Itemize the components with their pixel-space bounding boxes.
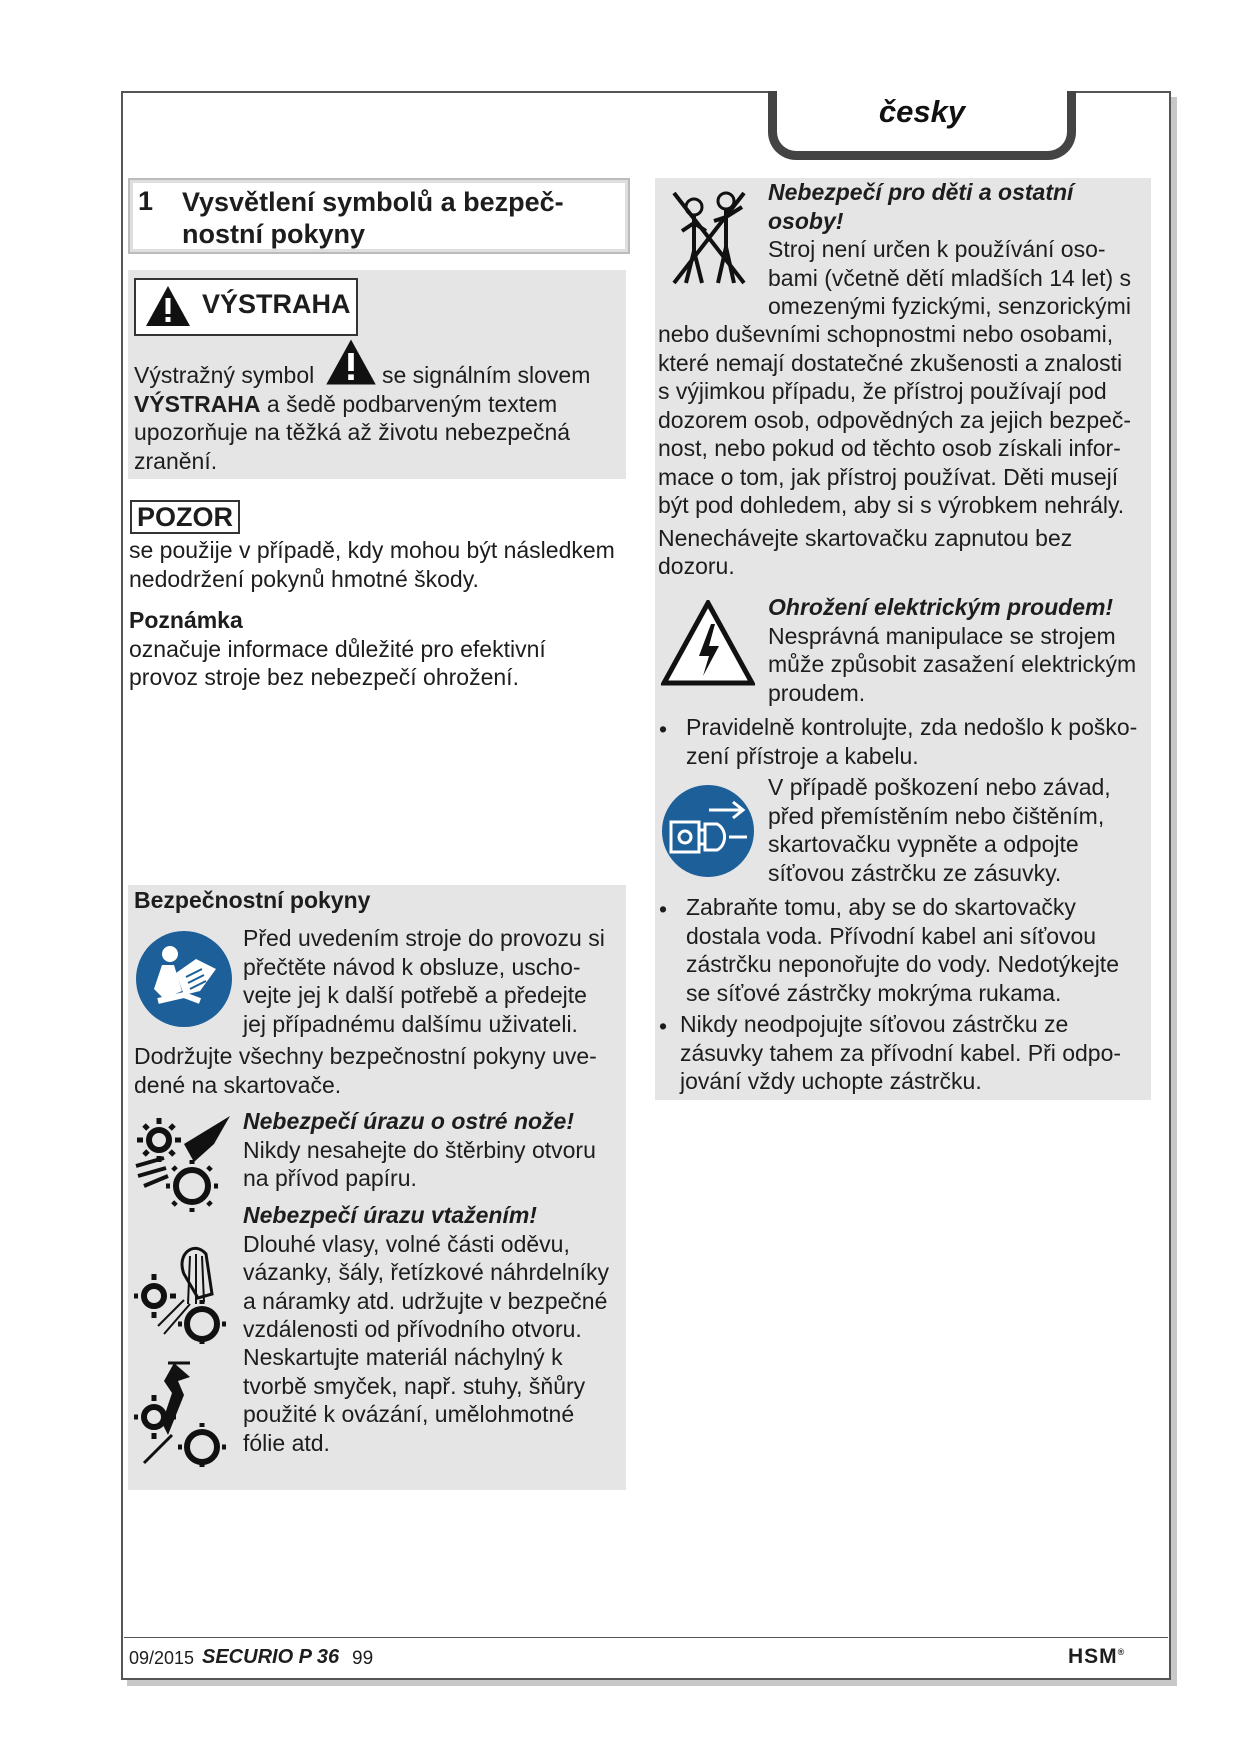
pull-block [243,1201,628,1344]
children-line: být pod dohledem, aby si s výrobkem nehrály. [658,492,1125,518]
pull-title: Nebezpečí úrazu vtažením! [243,1202,537,1228]
note-block [129,606,629,692]
manual-line: Před uvedením stroje do provozu si [243,925,605,951]
children-title-line: osoby! [768,207,844,234]
follow-text [134,1042,624,1099]
pull-line: vázanky, šály, řetízkové náhrdelníky [243,1259,610,1285]
no-children-icon [664,187,754,287]
loop-line: fólie atd. [243,1429,330,1456]
unplug-icon [661,784,755,878]
warning-text-e: zranění. [134,447,218,474]
language-label: česky [878,94,966,129]
loop-line: tvorbě smyček, např. stuhy, šňůry [243,1372,586,1399]
warning-text [134,361,624,475]
pull-line: vzdálenosti od přívodního otvoru. [243,1316,582,1342]
unplug-line: V případě poškození nebo závad, [768,774,1111,800]
children-title-line: Nebezpečí pro děti a ostatní [768,179,1074,205]
bullet-line: jování vždy uchopte zástrčku. [680,1068,982,1094]
brand-name: HSM [1068,1645,1118,1668]
electric-bullet-3 [680,1010,1150,1096]
pull-line: Dlouhé vlasy, volné části oděvu, [243,1230,570,1257]
caution-line-2: nedodržení pokynů hmotné škody. [129,565,479,592]
unattended-line: dozoru. [658,553,735,579]
note-line-1: označuje informace důležité pro efektivní [129,635,546,662]
section-number: 1 [138,186,154,216]
warning-triangle-icon [324,337,378,387]
unattended-line: Nenechávejte skartovačku zapnutou bez [658,524,1073,551]
safety-title: Bezpečnostní pokyny [134,887,371,913]
knife-line: Nikdy nesahejte do štěrbiny otvoru [243,1136,596,1163]
bullet-line: zení přístroje a kabelu. [686,742,919,769]
bullet-line: dostala voda. Přívodní kabel ani síťovou [686,922,1097,949]
loop-line: použité k ovázání, umělohmotné [243,1401,575,1427]
electric-title: Ohrožení elektrickým proudem! [768,594,1114,620]
loop-block [243,1343,628,1457]
manual-line: jej případnému dalšímu uživateli. [243,1010,578,1037]
bullet-line: se síťové zástrčky mokrýma rukama. [686,979,1062,1006]
footer-page: 99 [352,1648,374,1669]
children-line: Stroj není určen k používání oso- [768,236,1106,262]
caution-text [129,536,629,593]
children-line: bami (včetně dětí mladších 14 let) s [768,264,1132,291]
follow-line: dené na skartovače. [134,1071,342,1098]
footer-divider [124,1637,1168,1638]
knife-title: Nebezpečí úrazu o ostré nože! [243,1108,575,1134]
bullet-dot: • [659,1013,668,1039]
electric-bullet-2 [686,893,1151,1007]
unplug-line: před přemístěním nebo čištěním, [768,802,1105,829]
electric-line: může způsobit zasažení elektrickým [768,651,1137,677]
caution-label: POZOR [130,500,240,534]
children-line: mace o tom, jak přístroj používat. Děti musejí [658,463,1119,490]
children-line: nost, nebo pokud od těchto osob získali infor- [658,435,1121,461]
children-line: s výjimkou případu, že přístroj používají pod [658,378,1107,404]
section-title-line-1: Vysvětlení symbolů a bezpeč- [182,187,564,217]
follow-line: Dodržujte všechny bezpečnostní pokyny uve- [134,1043,597,1069]
bullet-dot: • [659,896,668,922]
bullet-line: Zabraňte tomu, aby se do skartovačky [686,894,1076,920]
children-line: omezenými fyzickými, senzorickými [768,293,1131,319]
unplug-text [768,773,1153,887]
children-line: dozorem osob, odpovědných za jejich bezpeč- [658,406,1132,433]
knife-line: na přívod papíru. [243,1165,417,1191]
brand-registered-mark: ® [1117,1647,1126,1657]
unplug-line: skartovačku vypněte a odpojte [768,831,1079,857]
children-line: které nemají dostatečné zkušenosti a znalosti [658,349,1123,376]
pull-line: a náramky atd. udržujte v bezpečné [243,1287,608,1314]
section-title-line-2: nostní pokyny [182,219,366,249]
warning-triangle-icon [144,284,192,328]
read-manual-icon [134,929,234,1029]
caution-line-1: se použije v případě, kdy mohou být následkem [129,537,615,563]
section-title [182,186,612,250]
electric-line: Nesprávná manipulace se strojem [768,622,1116,649]
warning-text-c: a šedě podbarveným textem [260,390,558,417]
footer-model: SECURIO P 36 [202,1646,340,1668]
knife-block [243,1107,623,1193]
bullet-line: Pravidelně kontrolujte, zda nedošlo k poško- [686,714,1138,740]
loop-line: Neskartujte materiál náchylný k [243,1344,563,1370]
bullet-line: zásuvky tahem za přívodní kabel. Při odpo- [680,1039,1122,1066]
warning-text-a: Výstražný symbol [134,362,315,388]
knife-hazard-icon [134,1114,234,1214]
language-tab [768,91,1076,160]
electric-block [768,593,1153,707]
manual-text [243,924,623,1038]
electric-hazard-icon [661,600,755,686]
warning-label: VÝSTRAHA [202,289,351,319]
warning-text-b: se signálním slovem [382,362,591,388]
warning-label-box [134,278,358,336]
brand-logo [1068,1645,1125,1669]
manual-line: vejte jej k další potřebě a předejte [243,982,587,1008]
note-title: Poznámka [129,607,243,633]
tie-entanglement-icon [134,1359,234,1469]
bullet-line: zástrčku neponořujte do vody. Nedotýkejte [686,951,1119,977]
bullet-dot: • [659,716,668,742]
manual-line: přečtěte návod k obsluze, uscho- [243,953,581,980]
warning-text-bold: VÝSTRAHA [134,390,261,417]
unplug-line: síťovou zástrčku ze zásuvky. [768,859,1062,886]
bullet-line: Nikdy neodpojujte síťovou zástrčku ze [680,1011,1069,1037]
note-line-2: provoz stroje bez nebezpečí ohrožení. [129,664,519,690]
hair-entanglement-icon [134,1234,234,1344]
footer-date: 09/2015 [129,1648,195,1668]
children-body [658,320,1150,581]
electric-bullet-1 [686,713,1151,770]
section-heading [128,178,630,254]
children-heading [768,178,1153,321]
children-line: nebo duševními schopnostmi nebo osobami, [658,321,1114,347]
electric-line: proudem. [768,679,866,706]
warning-text-d: upozorňuje na těžká až životu nebezpečná [134,419,571,445]
